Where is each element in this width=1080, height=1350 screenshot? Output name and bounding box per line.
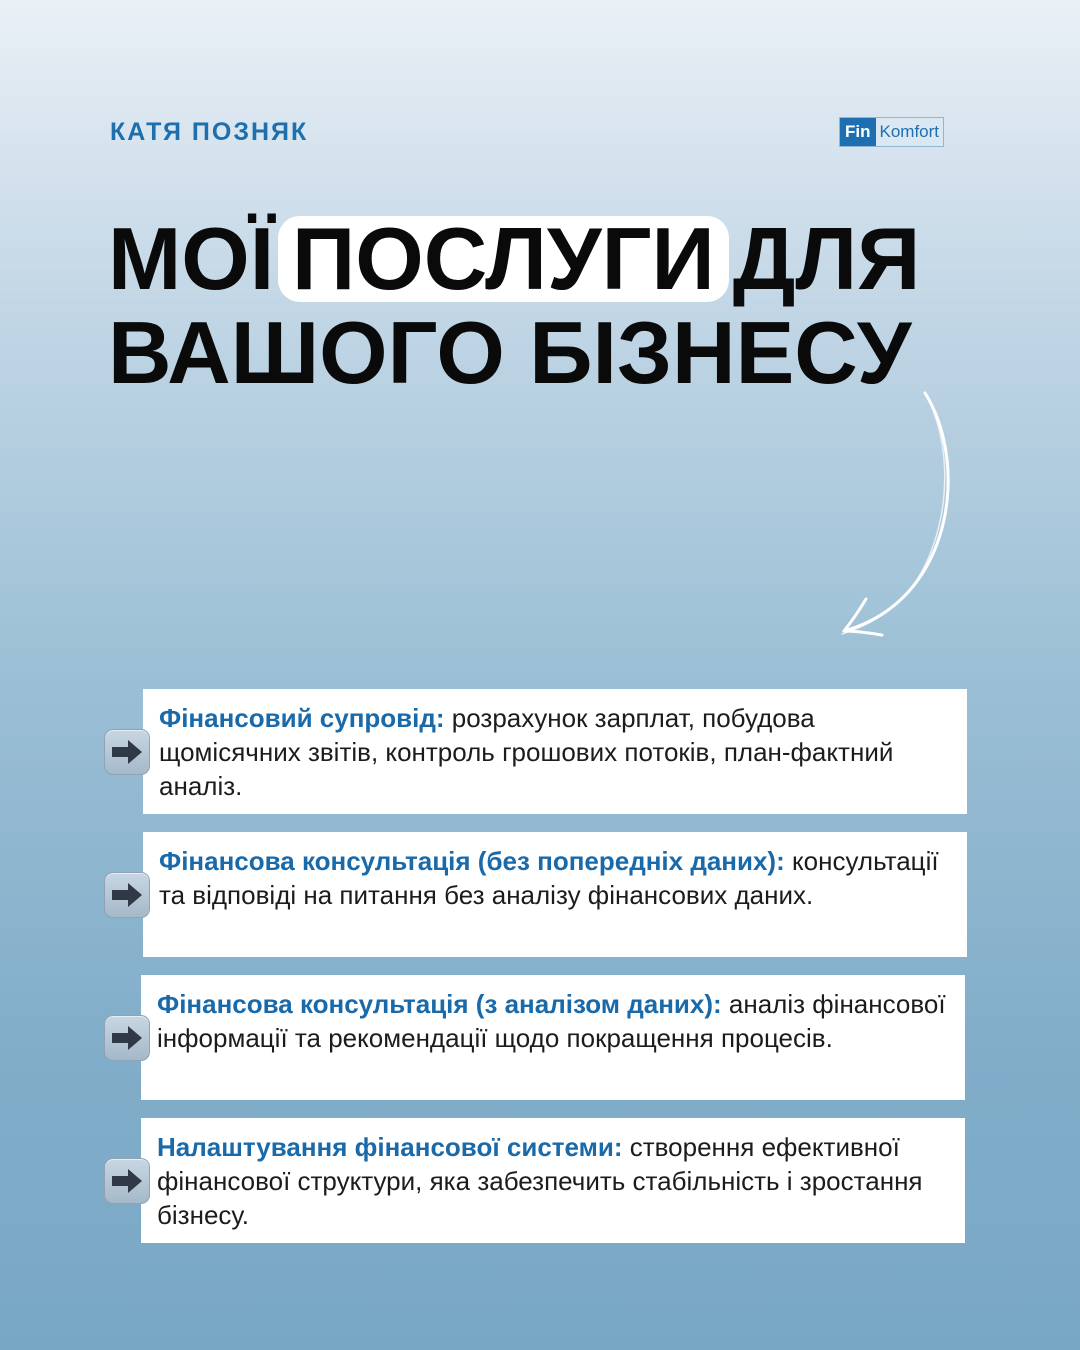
right-arrow-emoji-icon	[104, 729, 150, 775]
service-title: Фінансова консультація (без попередніх даних):	[159, 846, 785, 876]
title-line-2: ВАШОГО БІЗНЕСУ	[108, 303, 912, 402]
title-line-1	[108, 209, 921, 308]
right-arrow-emoji-icon	[104, 1015, 150, 1061]
service-title: Фінансовий супровід:	[159, 703, 445, 733]
service-card-4	[141, 1118, 965, 1243]
service-description: створення ефективної фінансової структури, яка забезпечить стабільність і зростання бізнесу.	[157, 1132, 923, 1230]
right-arrow-emoji-icon	[104, 872, 150, 918]
service-card-3	[141, 975, 965, 1100]
right-arrow-emoji-icon	[104, 1158, 150, 1204]
service-card-1	[143, 689, 967, 814]
service-title: Фінансова консультація (з аналізом даних):	[157, 989, 722, 1019]
logo-fin-text: Fin	[840, 118, 876, 146]
service-title: Налаштування фінансової системи:	[157, 1132, 623, 1162]
service-description: консультації та відповіді на питання без аналізу фінансових даних.	[159, 846, 939, 910]
author-name: КАТЯ ПОЗНЯК	[110, 118, 309, 146]
service-card-2	[143, 832, 967, 957]
title-word-dlia: ДЛЯ	[732, 209, 921, 308]
title-word-moi: МОЇ	[108, 209, 275, 308]
logo-komfort-text: Komfort	[879, 122, 940, 141]
hand-drawn-arrow-icon	[830, 385, 960, 645]
title-highlight: ПОСЛУГИ	[278, 216, 729, 302]
service-description: розрахунок зарплат, побудова щомісячних звітів, контроль грошових потоків, план-фактний аналіз.	[159, 703, 894, 801]
page-title	[108, 209, 921, 402]
service-description: аналіз фінансової інформації та рекомендації щодо покращення процесів.	[157, 989, 946, 1053]
finkomfort-logo	[839, 117, 944, 147]
